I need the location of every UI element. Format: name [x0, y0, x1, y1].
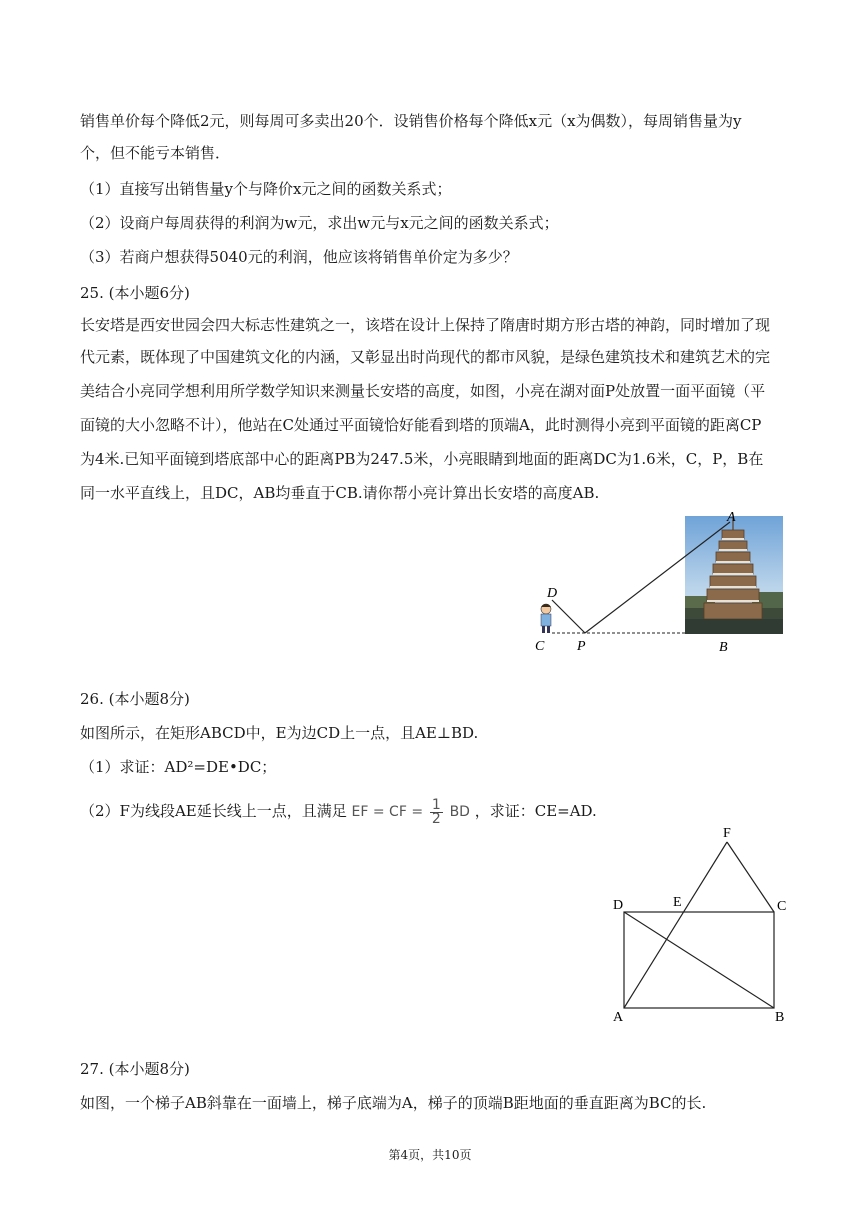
q24-line-2: 个，但不能亏本销售． [80, 144, 231, 162]
q26-part-2 [80, 794, 597, 829]
q24-part-1: （1）直接写出销售量y个与降价x元之间的函数关系式； [80, 180, 452, 198]
q24-part-2: （2）设商户每周获得的利润为w元，求出w元与x元之间的函数关系式； [80, 214, 559, 232]
fraction-denominator: 2 [431, 810, 441, 827]
q25-line-5: 为4米.已知平面镜到塔底部中心的距离PB为247.5米，小亮眼睛到地面的距离DC为1.6米，C，P，B在 [80, 450, 764, 468]
page-footer: 第4页，共10页 [388, 1148, 472, 1162]
label-f: F [723, 826, 731, 841]
label-e: E [673, 895, 682, 910]
fraction-numerator: 1 [431, 796, 441, 813]
q26-line-1: 如图所示，在矩形ABCD中，E为边CD上一点，且AE⊥BD. [80, 724, 479, 742]
label-c: C [535, 639, 545, 654]
q26-part-1: （1）求证：AD²=DE•DC； [80, 758, 277, 776]
rectangle-figure [605, 820, 795, 1025]
label-d: D [547, 586, 558, 601]
label-d: D [613, 898, 624, 913]
person-icon [541, 604, 551, 633]
q27-header: 27. (本小题8分) [80, 1060, 190, 1078]
q26-equation: EF = CF = [351, 804, 424, 820]
tower-photo [685, 516, 783, 634]
q26-part-2-post: ，求证：CE=AD. [474, 802, 597, 820]
label-a: A [727, 510, 736, 525]
q26-header: 26. (本小题8分) [80, 690, 190, 708]
label-b: B [719, 640, 728, 655]
tower-figure [530, 508, 790, 658]
q24-line-1: 销售单价每个降低2元，则每周可多卖出20个．设销售价格每个降低x元（x为偶数），每周销售量为y [80, 112, 742, 130]
q26-equation-bd: BD [449, 804, 470, 820]
label-b: B [775, 1010, 785, 1025]
q27-line-1: 如图，一个梯子AB斜靠在一面墙上，梯子底端为A，梯子的顶端B距地面的垂直距离为BC的长. [80, 1094, 707, 1112]
q24-part-3: （3）若商户想获得5040元的利润，他应该将销售单价定为多少？ [80, 248, 518, 266]
q25-line-3: 美结合小亮同学想利用所学数学知识来测量长安塔的高度，如图，小亮在湖对面P处放置一面平面镜（平 [80, 382, 766, 400]
q25-line-1: 长安塔是西安世园会四大标志性建筑之一，该塔在设计上保持了隋唐时期方形古塔的神韵，同时增加了现 [80, 316, 771, 334]
q26-part-2-pre: （2）F为线段AE延长线上一点，且满足 [80, 802, 347, 820]
label-p: P [577, 639, 586, 654]
label-c: C [777, 899, 787, 914]
label-a: A [613, 1010, 624, 1025]
q25-line-6: 同一水平直线上，且DC，AB均垂直于CB.请你帮小亮计算出长安塔的高度AB. [80, 484, 600, 502]
q25-line-2: 代元素，既体现了中国建筑文化的内涵，又彰显出时尚现代的都市风貌，是绿色建筑技术和建筑艺术的完 [80, 348, 771, 366]
q25-header: 25. (本小题6分) [80, 284, 190, 302]
q25-line-4: 面镜的大小忽略不计），他站在C处通过平面镜恰好能看到塔的顶端A，此时测得小亮到平面镜的距离CP [80, 416, 762, 434]
one-half-fraction [430, 796, 443, 827]
